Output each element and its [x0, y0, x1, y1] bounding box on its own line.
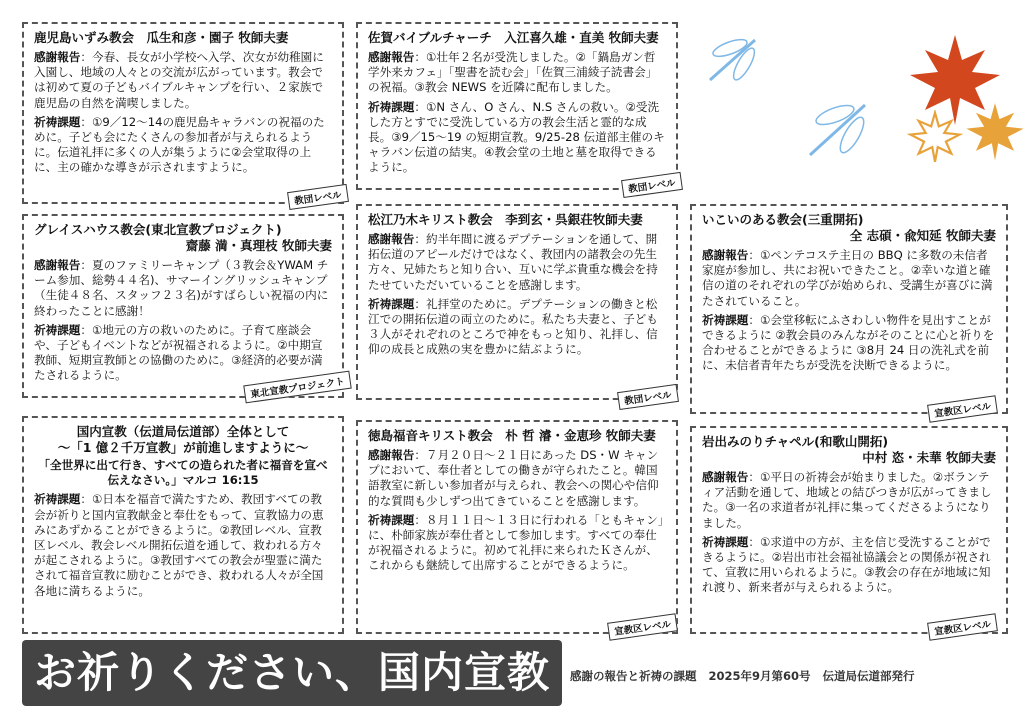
thanks-text: ：夏のファミリーキャンプ（３教会＆YWAM チーム参加、総勢４４名)、サマーイングリッシュキャンプ（生徒４８名、スタッフ２３名)がすばらしい祝福の内に終わったことに感謝！: [34, 258, 329, 318]
prayer-label: 祈祷課題: [34, 492, 81, 507]
maple-leaf-icon: [960, 100, 1024, 170]
thanks-label: 感謝報告: [702, 248, 749, 262]
thanks-label: 感謝報告: [368, 50, 415, 64]
prayer-text: ：①日本を福音で満たすため、教団すべての教会が祈りと国内宣教献金と奉仕をもって、宣教協力の恵みにあずかることができるように。②教団レベル、宣教区レベル、教会レベル開拓伝道を通して、救われる方々が起こされるように。③教団すべての教会が聖霊に満たされて福音宣教に励むことができ、救われる人々が全国各地に満ちるように。: [34, 492, 324, 598]
church-card-iwade: [690, 426, 1008, 634]
thanks-label: 感謝報告: [368, 448, 415, 462]
thanks-text: ：今春、長女が小学校へ入学、次女が幼稚園に入園し、地域の人々との交流が広がっています。教会では初めて夏の子どもバイブルキャンプを行い、２家族で鹿児島の自然を満喫しました。: [34, 50, 324, 110]
prayer-label: 祈祷課題: [34, 322, 81, 337]
prayer-text: ：８月１１日～１３日に行われる「ともキャン」に、朴師家族が奉仕者として参加します。すべての奉仕が祝福されるように。初めて礼拝に来られたＫさんが、これからも継続して出席することができるように。: [368, 512, 664, 573]
church-name: グレイスハウス教会(東北宣教プロジェクト): [34, 222, 282, 237]
footer-info: [570, 668, 915, 684]
maple-leaf-icon: [905, 110, 965, 170]
thanks-text: ：①壮年２名が受洗しました。②「鍋島ガン哲学外来カフェ」「聖書を読む会」「佐賀三浦綾子読書会」の祝福。③教会 NEWS を近隣に配布しました。: [368, 50, 658, 95]
church-card-ikoi: [690, 204, 1008, 414]
thanks-label: 感謝報告: [702, 470, 749, 484]
prayer-text: ：礼拝堂のために。デプテーションの働きと松江での開拓伝道の両立のために。私たち夫妻と、子ども３人がそれぞれのところで神をもっと知り、礼拝し、信仰の成長と成熟の実を豊かに結ぶように。: [368, 296, 658, 357]
dragonfly-icon: [700, 30, 770, 90]
level-tag: 宣教区レベル: [607, 613, 678, 640]
church-card-matsue: [356, 204, 678, 400]
section-title: 国内宣教（伝道局伝道部）全体として: [76, 424, 290, 439]
level-tag: 教団レベル: [617, 384, 678, 410]
thanks-text: ：①ペンテコステ主日の BBQ に多数の未信者家庭が参加し、共にお祝いできたこと。②幸いな道と確信の道のそれぞれの学びが始められ、受講生が喜びに満たされていること。: [702, 248, 993, 308]
church-name: 岩出みのりチャペル(和歌山開拓): [702, 434, 889, 449]
prayer-label: 祈祷課題: [368, 512, 415, 527]
scripture: 「全世界に出て行き、すべての造られた者に福音を宣べ伝えなさい。」マルコ 16:15: [38, 458, 328, 488]
prayer-label: 祈祷課題: [702, 534, 749, 549]
church-name: 佐賀バイブルチャーチ 入江喜久雄・直美 牧師夫妻: [368, 30, 659, 45]
church-name: 徳島福音キリスト教会 朴 哲 濬・金恵珍 牧師夫妻: [368, 428, 656, 443]
pastor-name: 中村 恣・未華 牧師夫妻: [862, 450, 996, 465]
prayer-text: ：①求道中の方が、主を信じ受洗することができるように。②岩出市社会福祉協議会との関係が祝されて、宣教に用いられるように。③教会の存在が地域に知れ渡り、新来者が与えられるように。: [702, 534, 991, 595]
level-tag: 教団レベル: [287, 184, 348, 210]
dragonfly-icon: [800, 95, 880, 165]
thanks-text: ：７月２０日～２１日にあった DS・W キャンプにおいて、奉仕者としての働きが守られたこと。韓国語教室に新しい参加者が与えられ、教会への関心や信仰的な質問も少しずつ出てきていることを感謝します。: [368, 448, 659, 508]
prayer-label: 祈祷課題: [34, 114, 81, 129]
pastor-name: 全 志碩・兪知延 牧師夫妻: [849, 228, 996, 243]
church-card-kagoshima: [22, 22, 344, 204]
church-name: いこいのある教会(三重開拓): [702, 212, 864, 227]
prayer-label: 祈祷課題: [368, 99, 415, 114]
prayer-label: 祈祷課題: [368, 296, 415, 311]
publisher: 伝道局伝道部発行: [822, 669, 915, 683]
mission-card-domestic: [22, 416, 344, 634]
church-name: 鹿児島いずみ教会 瓜生和彦・園子 牧師夫妻: [34, 30, 289, 45]
footer-subtitle: 感謝の報告と祈祷の課題: [570, 669, 697, 683]
church-card-saga: [356, 22, 678, 190]
page-title: お祈りください、国内宣教: [22, 640, 562, 706]
thanks-text: ：約半年間に渡るデプテーションを通して、開拓伝道のアピールだけではなく、教団内の諸教会の先生方々、兄姉たちと知り合い、互いに学ぶ貴重な機会を持たせていただいていることを感謝します。: [368, 232, 658, 292]
church-name: 松江乃木キリスト教会 李到玄・呉銀荘牧師夫妻: [368, 212, 643, 227]
prayer-text: ：①9／12～14の鹿児島キャラバンの祝福のために。子ども会にたくさんの参加者が与えられるように。伝道礼拝に多くの人が集うように②会堂取得の上に、主の確かな導きが示されますように。: [34, 114, 325, 175]
level-tag: 東北宣教プロジェクト: [243, 371, 351, 404]
level-tag: 宣教区レベル: [927, 613, 998, 640]
prayer-label: 祈祷課題: [702, 312, 749, 327]
thanks-label: 感謝報告: [368, 232, 415, 246]
level-tag: 教団レベル: [621, 172, 682, 198]
prayer-text: ：①N さん、O さん、N.S さんの救い。②受洗した方とすでに受洗している方の教会生活と霊的な成長。③9／15～19 の短期宣教。9/25-28 伝道部主催のキャラバン伝道の結実。④教会堂の土地と墓を取得できるように。: [368, 99, 665, 175]
level-tag: 宣教区レベル: [927, 395, 998, 422]
thanks-label: 感謝報告: [34, 258, 81, 272]
pastor-name: 齋藤 満・真理枝 牧師夫妻: [185, 238, 332, 253]
thanks-label: 感謝報告: [34, 50, 81, 64]
motto: ～「1 億２千万宣教」が前進しますように～: [57, 440, 309, 455]
thanks-text: ：①平日の祈祷会が始まりました。②ボランティア活動を通して、地域との結びつきが広がってきました。③一名の求道者が礼拝に集ってくださるようになりました。: [702, 470, 992, 530]
church-card-grace: [22, 214, 344, 398]
issue-number: 2025年9月第60号: [708, 669, 811, 683]
church-card-tokushima: [356, 420, 678, 634]
prayer-text: ：①地元の方の救いのために。子育て座談会や、子どもイベントなどが祝福されるように。②中期宣教師、短期宣教師との協働のために。③経済的必要が満たされるように。: [34, 322, 323, 383]
prayer-text: ：①会堂移転にふさわしい物件を見出すことができるように ②教会員のみんながそのことに心と祈りを合わせることができるように ③8月 24 日の洗礼式を前に、未信者青年たちが受洗を決断できるように。: [702, 312, 995, 373]
